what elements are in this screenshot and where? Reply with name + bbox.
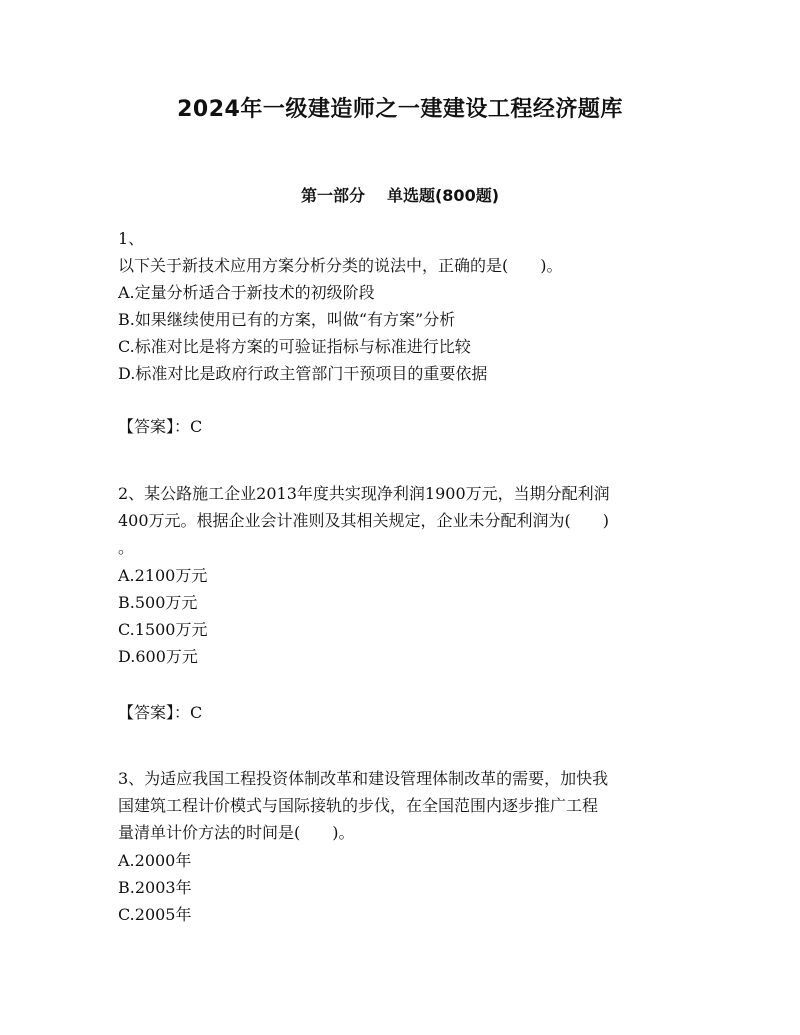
question-1-option-d: D.标准对比是政府行政主管部门干预项目的重要依据	[118, 364, 488, 383]
question-2-option-d: D.600万元	[118, 647, 198, 666]
section-heading	[0, 183, 800, 206]
question-3-stem-line-3: 量清单计价方法的时间是( )。	[118, 823, 355, 842]
question-1-option-c: C.标准对比是将方案的可验证指标与标准进行比较	[118, 337, 471, 356]
question-1-option-b: B.如果继续使用已有的方案，叫做“有方案”分析	[118, 310, 456, 329]
question-2-option-b: B.500万元	[118, 593, 198, 612]
question-1-option-a: A.定量分析适合于新技术的初级阶段	[118, 283, 375, 302]
question-2-stem-line-1: 2、某公路施工企业2013年度共实现净利润1900万元，当期分配利润	[118, 484, 610, 503]
document-title: 2024年一级建造师之一建建设工程经济题库	[177, 97, 623, 122]
question-2-answer: 【答案】：C	[118, 703, 203, 722]
question-1-stem: 以下关于新技术应用方案分析分类的说法中，正确的是( )。	[118, 256, 563, 275]
question-1-answer: 【答案】：C	[118, 417, 203, 436]
section-part: 第一部分	[300, 186, 365, 205]
question-3-option-a: A.2000年	[118, 851, 192, 870]
question-2-option-a: A.2100万元	[118, 566, 208, 585]
question-3-stem-line-2: 国建筑工程计价模式与国际接轨的步伐，在全国范围内逐步推广工程	[118, 796, 599, 815]
question-2-stem-line-3: 。	[118, 538, 135, 557]
question-2-option-c: C.1500万元	[118, 620, 208, 639]
section-name: 单选题(800题)	[386, 186, 500, 205]
question-3-option-c: C.2005年	[118, 905, 192, 924]
question-3-option-b: B.2003年	[118, 878, 192, 897]
question-1-number: 1、	[118, 229, 145, 248]
question-3-stem-line-1: 3、为适应我国工程投资体制改革和建设管理体制改革的需要，加快我	[118, 769, 609, 788]
question-2-stem-line-2: 400万元。根据企业会计准则及其相关规定，企业未分配利润为( )	[118, 511, 610, 530]
